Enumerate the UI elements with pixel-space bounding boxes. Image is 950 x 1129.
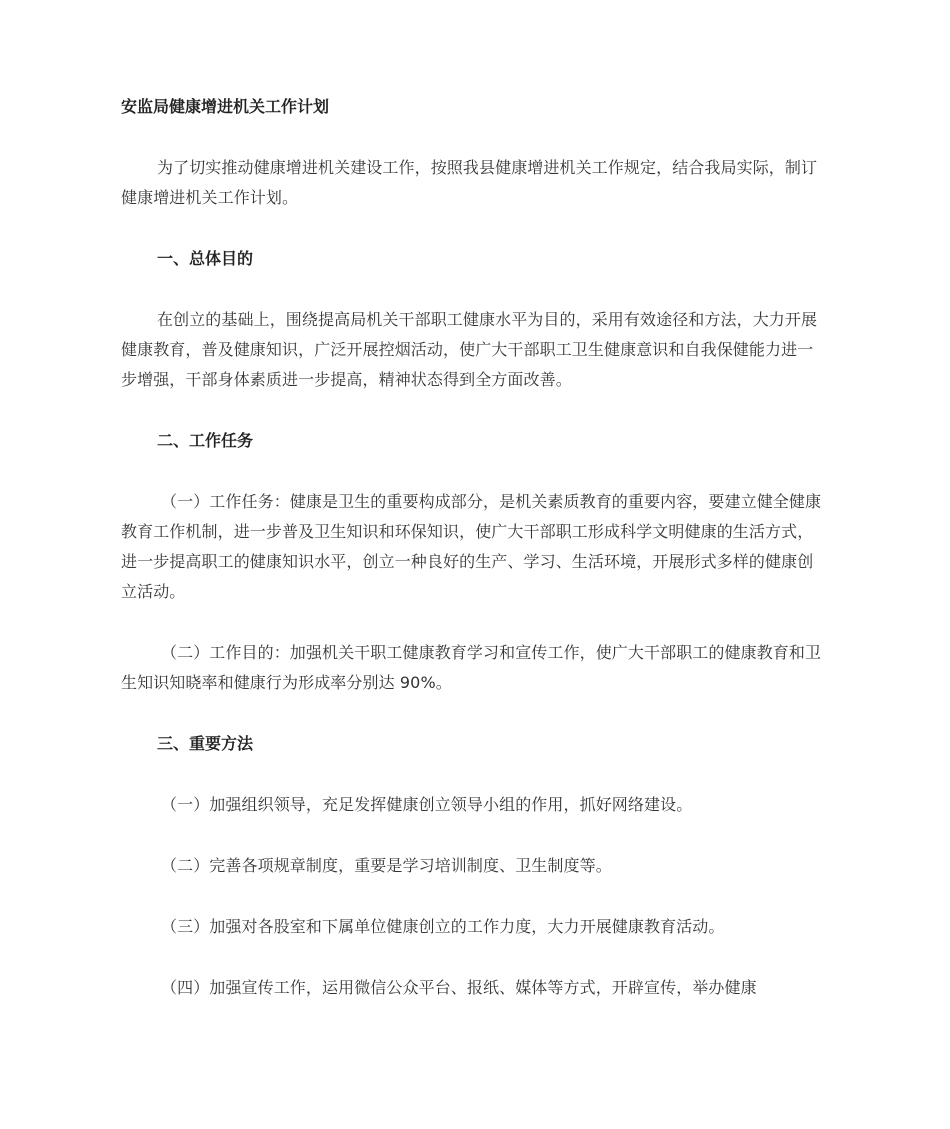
section-heading-measures: 三、重要方法	[157, 734, 254, 753]
section-heading-tasks: 二、工作任务	[157, 431, 254, 450]
section-heading-goals: 一、总体目的	[157, 249, 254, 268]
measures-item-2: （二）完善各项规章制度，重要是学习培训制度、卫生制度等。	[161, 856, 612, 875]
tasks-item-1: （一）工作任务：健康是卫生的重要构成部分，是机关素质教育的重要内容，要建立健全健康教育工作机制，进一步普及卫生知识和环保知识，使广大干部职工形成科学文明健康的生活方式，进一步提高职工的健康知识水平，创立一种良好的生产、学习、生活环境，开展形式多样的健康创立活动。	[121, 492, 822, 601]
tasks-item-2: （二）工作目的：加强机关干职工健康教育学习和宣传工作，使广大干部职工的健康教育和卫生知识知晓率和健康行为形成率分别达 90%。	[121, 643, 822, 692]
goals-paragraph: 在创立的基础上，围绕提高局机关干部职工健康水平为目的，采用有效途径和方法，大力开展健康教育，普及健康知识，广泛开展控烟活动，使广大干部职工卫生健康意识和自我保健能力进一步增强，干部身体素质进一步提高，精神状态得到全方面改善。	[121, 310, 818, 389]
measures-item-3: （三）加强对各股室和下属单位健康创立的工作力度，大力开展健康教育活动。	[161, 917, 725, 936]
document-title: 安监局健康增进机关工作计划	[121, 97, 330, 116]
document-page	[121, 92, 829, 1034]
intro-paragraph: 为了切实推动健康增进机关建设工作，按照我县健康增进机关工作规定，结合我局实际，制订健康增进机关工作计划。	[121, 158, 818, 207]
measures-item-1: （一）加强组织领导，充足发挥健康创立领导小组的作用，抓好网络建设。	[161, 795, 693, 814]
measures-item-4: （四）加强宣传工作，运用微信公众平台、报纸、媒体等方式，开辟宣传，举办健康	[161, 978, 757, 997]
